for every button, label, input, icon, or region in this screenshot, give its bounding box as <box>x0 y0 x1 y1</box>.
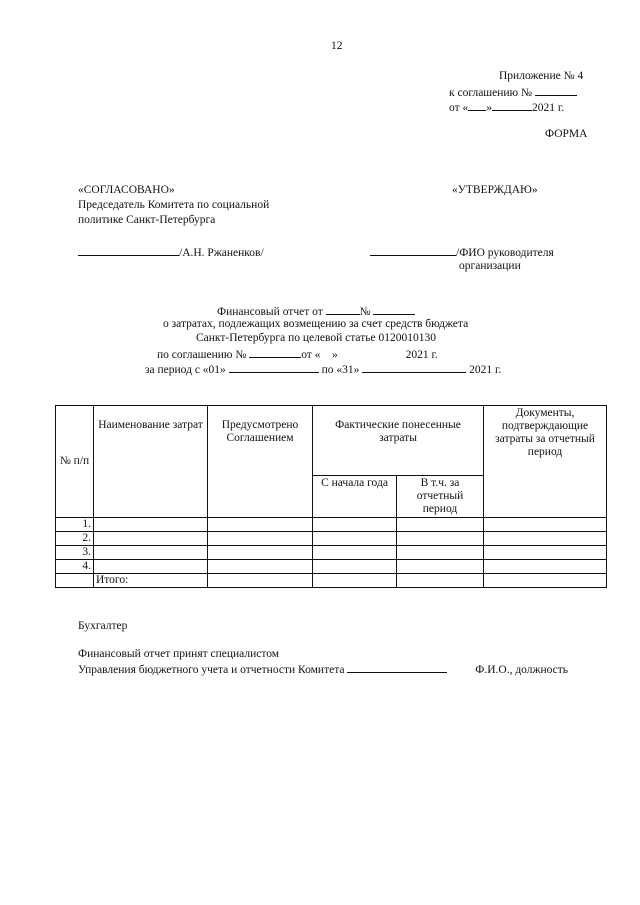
accepted-line: Финансовый отчет принят специалистом <box>78 648 280 660</box>
total-number-cell <box>56 574 94 588</box>
row-planned-cell <box>208 532 313 546</box>
header-since-start-text: С начала года <box>321 477 388 489</box>
header-documents <box>484 406 607 518</box>
row-number: 1. <box>56 518 94 532</box>
approved-signature-label: /ФИО руководителя <box>456 247 554 259</box>
approved-signature <box>370 245 554 259</box>
accountant-label: Бухгалтер <box>78 620 128 632</box>
row-name-cell <box>94 532 208 546</box>
expense-table <box>55 405 607 588</box>
row-planned-cell <box>208 518 313 532</box>
row-period-cell <box>397 546 484 560</box>
report-title-line5 <box>145 362 501 376</box>
table-row <box>56 560 607 574</box>
row-since-start-cell <box>313 518 397 532</box>
total-documents-cell <box>484 574 607 588</box>
row-planned-cell <box>208 560 313 574</box>
specialist-signature-blank <box>347 662 447 673</box>
agreed-signature-name: /А.Н. Ржаненков/ <box>179 247 264 259</box>
total-label: Итого: <box>94 574 208 588</box>
row-since-start-cell <box>313 546 397 560</box>
report-number-blank <box>373 304 415 315</box>
report-date-blank <box>326 304 360 315</box>
row-documents-cell <box>484 518 607 532</box>
report-agreement-date: от « » <box>301 349 338 361</box>
header-period-text: В т.ч. за отчетный период <box>416 477 464 515</box>
report-title-line1 <box>217 304 415 318</box>
appendix-date-open: от « <box>449 102 469 114</box>
report-title-line3: Санкт-Петербурга по целевой статье 0120010130 <box>196 332 436 344</box>
row-period-cell <box>397 532 484 546</box>
appendix-agreement-label: к соглашению № <box>449 87 532 99</box>
header-documents-text: Документы, подтверждающие затраты за отчетный период <box>495 407 595 458</box>
header-actual-text: Фактические понесенные затраты <box>335 419 461 444</box>
row-since-start-cell <box>313 560 397 574</box>
header-planned <box>208 406 313 518</box>
row-name-cell <box>94 518 208 532</box>
page-number: 12 <box>331 40 343 52</box>
report-period-from: за период с «01» <box>145 364 226 376</box>
report-agreement-label: по соглашению № <box>157 349 247 361</box>
approved-signature-label-2: организации <box>459 260 521 272</box>
agreed-signature <box>78 245 264 259</box>
table-row <box>56 546 607 560</box>
report-agreement-year: 2021 г. <box>405 349 438 361</box>
department-label: Управления бюджетного учета и отчетности Комитета <box>78 664 345 676</box>
agreed-signature-blank <box>78 245 179 256</box>
agreement-number-blank <box>535 85 577 96</box>
appendix-date-year: 2021 г. <box>532 102 565 114</box>
appendix-agreement-line <box>449 85 577 99</box>
row-number: 4. <box>56 560 94 574</box>
date-month-blank <box>492 100 532 111</box>
table-total-row <box>56 574 607 588</box>
report-title-prefix: Финансовый отчет от <box>217 306 323 318</box>
date-day-blank <box>468 100 486 111</box>
agreed-heading: «СОГЛАСОВАНО» <box>78 184 175 196</box>
header-period <box>397 476 484 518</box>
table-header-row <box>56 406 607 476</box>
header-actual <box>313 406 484 476</box>
report-period-year: 2021 г. <box>469 364 502 376</box>
header-number-text: № п/п <box>59 455 90 467</box>
row-number: 3. <box>56 546 94 560</box>
header-name <box>94 406 208 518</box>
total-period-cell <box>397 574 484 588</box>
header-planned-text: Предусмотрено Соглашением <box>221 419 299 444</box>
appendix-date-mid: » <box>486 102 492 114</box>
approved-signature-blank <box>370 245 456 256</box>
row-period-cell <box>397 560 484 574</box>
agreed-position-line2: политике Санкт-Петербурга <box>78 214 216 226</box>
row-documents-cell <box>484 546 607 560</box>
appendix-title: Приложение № 4 <box>499 70 584 82</box>
row-name-cell <box>94 560 208 574</box>
form-label: ФОРМА <box>545 128 588 140</box>
row-since-start-cell <box>313 532 397 546</box>
header-name-text: Наименование затрат <box>98 419 203 431</box>
header-since-start <box>313 476 397 518</box>
report-period-to: по «31» <box>321 364 360 376</box>
report-agreement-number-blank <box>249 347 301 358</box>
row-planned-cell <box>208 546 313 560</box>
report-title-line4 <box>157 347 438 361</box>
row-documents-cell <box>484 532 607 546</box>
report-period-from-blank <box>229 362 319 373</box>
row-number: 2. <box>56 532 94 546</box>
header-number <box>56 406 94 518</box>
total-planned-cell <box>208 574 313 588</box>
row-name-cell <box>94 546 208 560</box>
row-documents-cell <box>484 560 607 574</box>
name-position-label: Ф.И.О., должность <box>475 664 569 676</box>
agreed-position-line1: Председатель Комитета по социальной <box>78 199 270 211</box>
approved-heading: «УТВЕРЖДАЮ» <box>452 184 538 196</box>
table-row <box>56 532 607 546</box>
report-title-line2: о затратах, подлежащих возмещению за счет средств бюджета <box>163 318 469 330</box>
row-period-cell <box>397 518 484 532</box>
total-since-start-cell <box>313 574 397 588</box>
report-period-to-blank <box>362 362 466 373</box>
department-line <box>78 662 568 676</box>
table-row <box>56 518 607 532</box>
appendix-date-line <box>449 100 564 114</box>
report-number-sign: № <box>359 306 371 318</box>
